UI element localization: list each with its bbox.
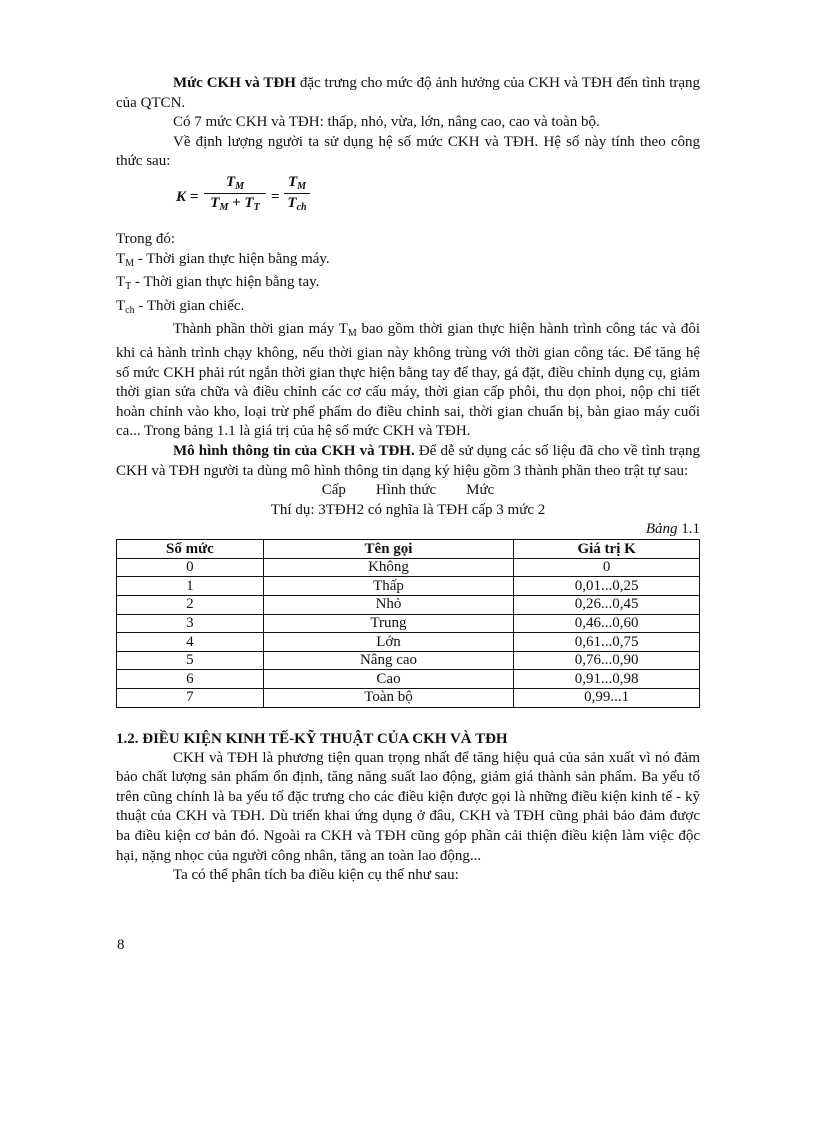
paragraph-info-model: Mô hình thông tin của CKH và TĐH. Để dễ sử dụng các số liệu đã cho về tình trạng CKH và TĐH người ta dùng mô hình thông tin dạng ký hiệu gồm 3 thành phần theo trật tự sau: xyxy=(116,442,700,479)
page-number: 8 xyxy=(117,937,125,953)
where-label: Trong đó: xyxy=(116,230,176,247)
paragraph-machine-time: Thành phần thời gian máy $T_M$ bao gồm thời gian thực hiện hành trình công tác và đôi khi cả hành trình chạy không, nếu thời gian này không trùng với thời gian công tác. Để tăng hệ số mức CKH phải rút ngắn thời gian thực hiện bằng tay để thay, gá đặt, điều chỉnh dụng cụ, giảm thời gian sửa chữa và điều chỉnh các cơ cấu máy, thời gian cấp phôi, thu dọn phoi, nộp chi tiết hoàn chỉnh vào kho, loại trừ phế phẩm do điều chỉnh sai, thời gian chuẩn bị, bàn giao máy cuối ca... Trong bảng 1.1 là giá trị của hệ số mức CKH và TĐH. xyxy=(116,321,700,440)
table-row: 2 Nhỏ 0,26...0,45 xyxy=(117,596,700,615)
formula-equals-2: = xyxy=(271,188,280,205)
levels-table xyxy=(116,539,700,707)
fraction-1: $\frac{T_M}{T_M + T_T}$ xyxy=(204,174,266,213)
table-row: 6 Cao 0,91...0,98 xyxy=(117,670,700,689)
formula-k xyxy=(176,174,700,226)
term-bold-model: Mô hình thông tin của CKH và TĐH. xyxy=(173,442,415,459)
model-components: Cấp Hình thức Mức xyxy=(321,482,495,499)
formula-k-symbol: K xyxy=(176,188,187,205)
header-level: Số mức xyxy=(117,540,264,559)
term-bold: Mức CKH và TĐH xyxy=(173,75,296,91)
definition-tm: $T_M$ - Thời gian thực hiện bằng máy. xyxy=(116,250,330,269)
paragraph-levels: Có 7 mức CKH và TĐH: thấp, nhỏ, vừa, lớn, nâng cao, cao và toàn bộ. xyxy=(173,114,600,131)
table-caption: Bảng 1.1 xyxy=(645,521,700,538)
section-title: 1.2. ĐIỀU KIỆN KINH TẾ-KỸ THUẬT CỦA CKH VÀ TĐH xyxy=(116,730,508,747)
table-row: 3 Trung 0,46...0,60 xyxy=(117,614,700,633)
definition-tt: $T_T$ - Thời gian thực hiện bằng tay. xyxy=(116,274,320,293)
formula-equals: = xyxy=(190,188,199,205)
header-value: Giá trị K xyxy=(514,540,700,559)
paragraph-quantity: Về định lượng người ta sử dụng hệ số mức CKH và TĐH. Hệ số này tính theo công thức sau: xyxy=(116,133,700,170)
header-name: Tên gọi xyxy=(263,540,514,559)
table-row: 7 Toàn bộ 0,99...1 xyxy=(117,689,700,708)
paragraph-definition xyxy=(116,74,700,113)
document-page xyxy=(116,74,700,886)
table-row: 5 Nâng cao 0,76...0,90 xyxy=(117,651,700,670)
model-example: Thí dụ: 3TĐH2 có nghĩa là TĐH cấp 3 mức 2 xyxy=(270,501,546,518)
paragraph-analysis: Ta có thể phân tích ba điều kiện cụ thể như sau: xyxy=(173,867,459,884)
paragraph-text: đặc trưng cho mức độ ảnh hưởng của CKH và TĐH đến tình trạng của QTCN. xyxy=(116,75,701,111)
paragraph-conditions: CKH và TĐH là phương tiện quan trọng nhất để tăng hiệu quả của sản xuất vì nó đảm bảo chất lượng sản phẩm ổn định, tăng năng suất lao động, giảm giá thành sản phẩm. Ba yếu tố trên cũng chính là ba yếu tố đặc trưng cho các điều kiện được gọi là những điều kiện kinh tế - kỹ thuật của CKH và TĐH. Dù triển khai ứng dụng ở đâu, CKH và TĐH cũng phải bảo đảm được ba điều kiện cơ bản đó. Ngoài ra CKH và TĐH cũng góp phần cải thiện điều kiện làm việc độc hại, nặng nhọc của người công nhân, tăng an toàn lao động... xyxy=(116,749,700,864)
fraction-2: $T_M$ $T_{ch}$ xyxy=(284,174,310,213)
table-row: 1 Thấp 0,01...0,25 xyxy=(117,577,700,596)
table-header-row xyxy=(117,540,700,559)
table-row: 4 Lớn 0,61...0,75 xyxy=(117,633,700,652)
definition-tch: $T_{ch}$ - Thời gian chiếc. xyxy=(116,297,245,316)
table-row: 0 Không 0 xyxy=(117,558,700,577)
